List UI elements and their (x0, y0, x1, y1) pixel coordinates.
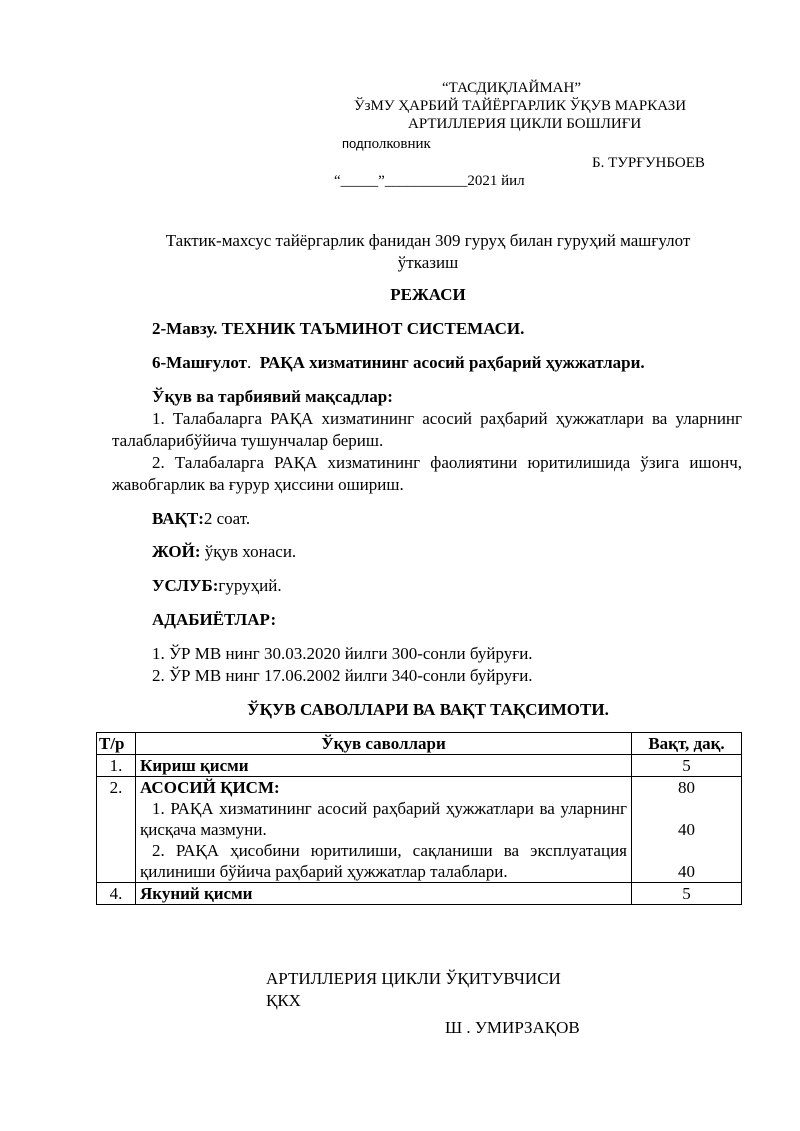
title-line-2: ўтказиш (397, 253, 459, 272)
row-title: Кириш қисми (136, 755, 632, 777)
subitem-1-time: 40 (678, 820, 695, 839)
row-num: 4. (97, 883, 136, 905)
method-line (152, 575, 282, 597)
schedule-heading: ЎҚУВ САВОЛЛАРИ ВА ВАҚТ ТАҚСИМОТИ. (247, 700, 609, 719)
row-num: 1. (97, 755, 136, 777)
row-time: 5 (632, 755, 742, 777)
subitem-2-time: 40 (678, 862, 695, 881)
footer-name: Ш . УМИРЗАҚОВ (445, 1018, 580, 1037)
lesson-line (152, 352, 645, 374)
approval-date: “_____”___________2021 йил (334, 173, 525, 189)
row-title: АСОСИЙ ҚИСМ: (140, 778, 280, 797)
literature-heading: АДАБИЁТЛАР: (152, 610, 277, 629)
literature-item-2: 2. ЎР МВ нинг 17.06.2002 йилги 340-сонли буйруғи. (152, 666, 533, 685)
title-line-1: Тактик-махсус тайёргарлик фанидан 309 гуруҳ билан гуруҳий машғулот (165, 231, 691, 250)
row-time: 5 (632, 883, 742, 905)
column-header-question: Ўқув саволлари (136, 733, 632, 755)
place-line (152, 541, 296, 563)
topic-label: 2-Мавзу. (152, 319, 218, 338)
approval-org: ЎзМУ ҲАРБИЙ ТАЙЁРГАРЛИК ЎҚУВ МАРКАЗИ (354, 98, 687, 114)
document-title (100, 230, 756, 274)
column-header-num: Т/р (97, 733, 136, 755)
approval-signer: Б. ТУРҒУНБОЕВ (592, 155, 705, 171)
topic-value: ТЕХНИК ТАЪМИНОТ СИСТЕМАСИ. (221, 319, 525, 338)
row-num: 2. (97, 777, 136, 883)
lesson-label: 6-Машғулот (152, 353, 248, 372)
row-time: 80 (678, 778, 695, 797)
topic-line (152, 318, 524, 340)
schedule-table (96, 732, 742, 905)
table-header-row (97, 733, 742, 755)
column-header-time: Вақт, дақ. (632, 733, 742, 755)
method-value: гуруҳий. (218, 576, 282, 595)
goal-item-2: 2. Талабаларга РАҚА хизматининг фаолиятини юритилишида ўзига ишонч, жавобгарлик ва ғурур ҳиссини ошириш. (112, 453, 742, 494)
lesson-sep: . (247, 353, 252, 372)
row-title: Якуний қисми (136, 883, 632, 905)
approval-rank-word: полковник (363, 136, 431, 152)
table-row (97, 755, 742, 777)
time-value: 2 соат. (203, 509, 251, 528)
literature-item-1: 1. ЎР МВ нинг 30.03.2020 йилги 300-сонли буйруғи. (152, 644, 533, 663)
footer-position: АРТИЛЛЕРИЯ ЦИКЛИ ЎҚИТУВЧИСИ (266, 969, 561, 988)
place-label: ЖОЙ: (152, 542, 201, 561)
approval-stamp: “ТАСДИҚЛАЙМАН” (442, 80, 581, 96)
time-line (152, 508, 250, 530)
place-value: ўқув хонаси. (200, 542, 297, 561)
row-subitem-1: 1. РАҚА хизматининг асосий раҳбарий ҳужжатлари ва уларнинг қисқача мазмуни. (140, 799, 627, 839)
row-content (136, 777, 632, 883)
time-label: ВАҚТ: (152, 509, 204, 528)
approval-position: АРТИЛЛЕРИЯ ЦИКЛИ БОШЛИҒИ (408, 116, 642, 132)
table-row (97, 777, 742, 883)
approval-rank (342, 135, 431, 153)
approval-rank-prefix: под (342, 136, 364, 151)
goals-heading: Ўқув ва тарбиявий мақсадлар: (152, 387, 393, 406)
table-row (97, 883, 742, 905)
footer-rank: ҚКХ (266, 991, 301, 1010)
method-label: УСЛУБ: (152, 576, 219, 595)
lesson-value: РАҚА хизматининг асосий раҳбарий ҳужжатлари. (259, 353, 645, 372)
row-times (632, 777, 742, 883)
goal-item-1: 1. Талабаларга РАҚА хизматининг асосий раҳбарий ҳужжатлари ва уларнинг талабларибўйича тушунчалар бериш. (112, 409, 742, 450)
row-subitem-2: 2. РАҚА ҳисобини юритилиши, сақланиши ва эксплуатация қилиниши бўйича раҳбарий ҳужжатлар талаблари. (140, 841, 627, 881)
plan-heading: РЕЖАСИ (390, 285, 466, 304)
